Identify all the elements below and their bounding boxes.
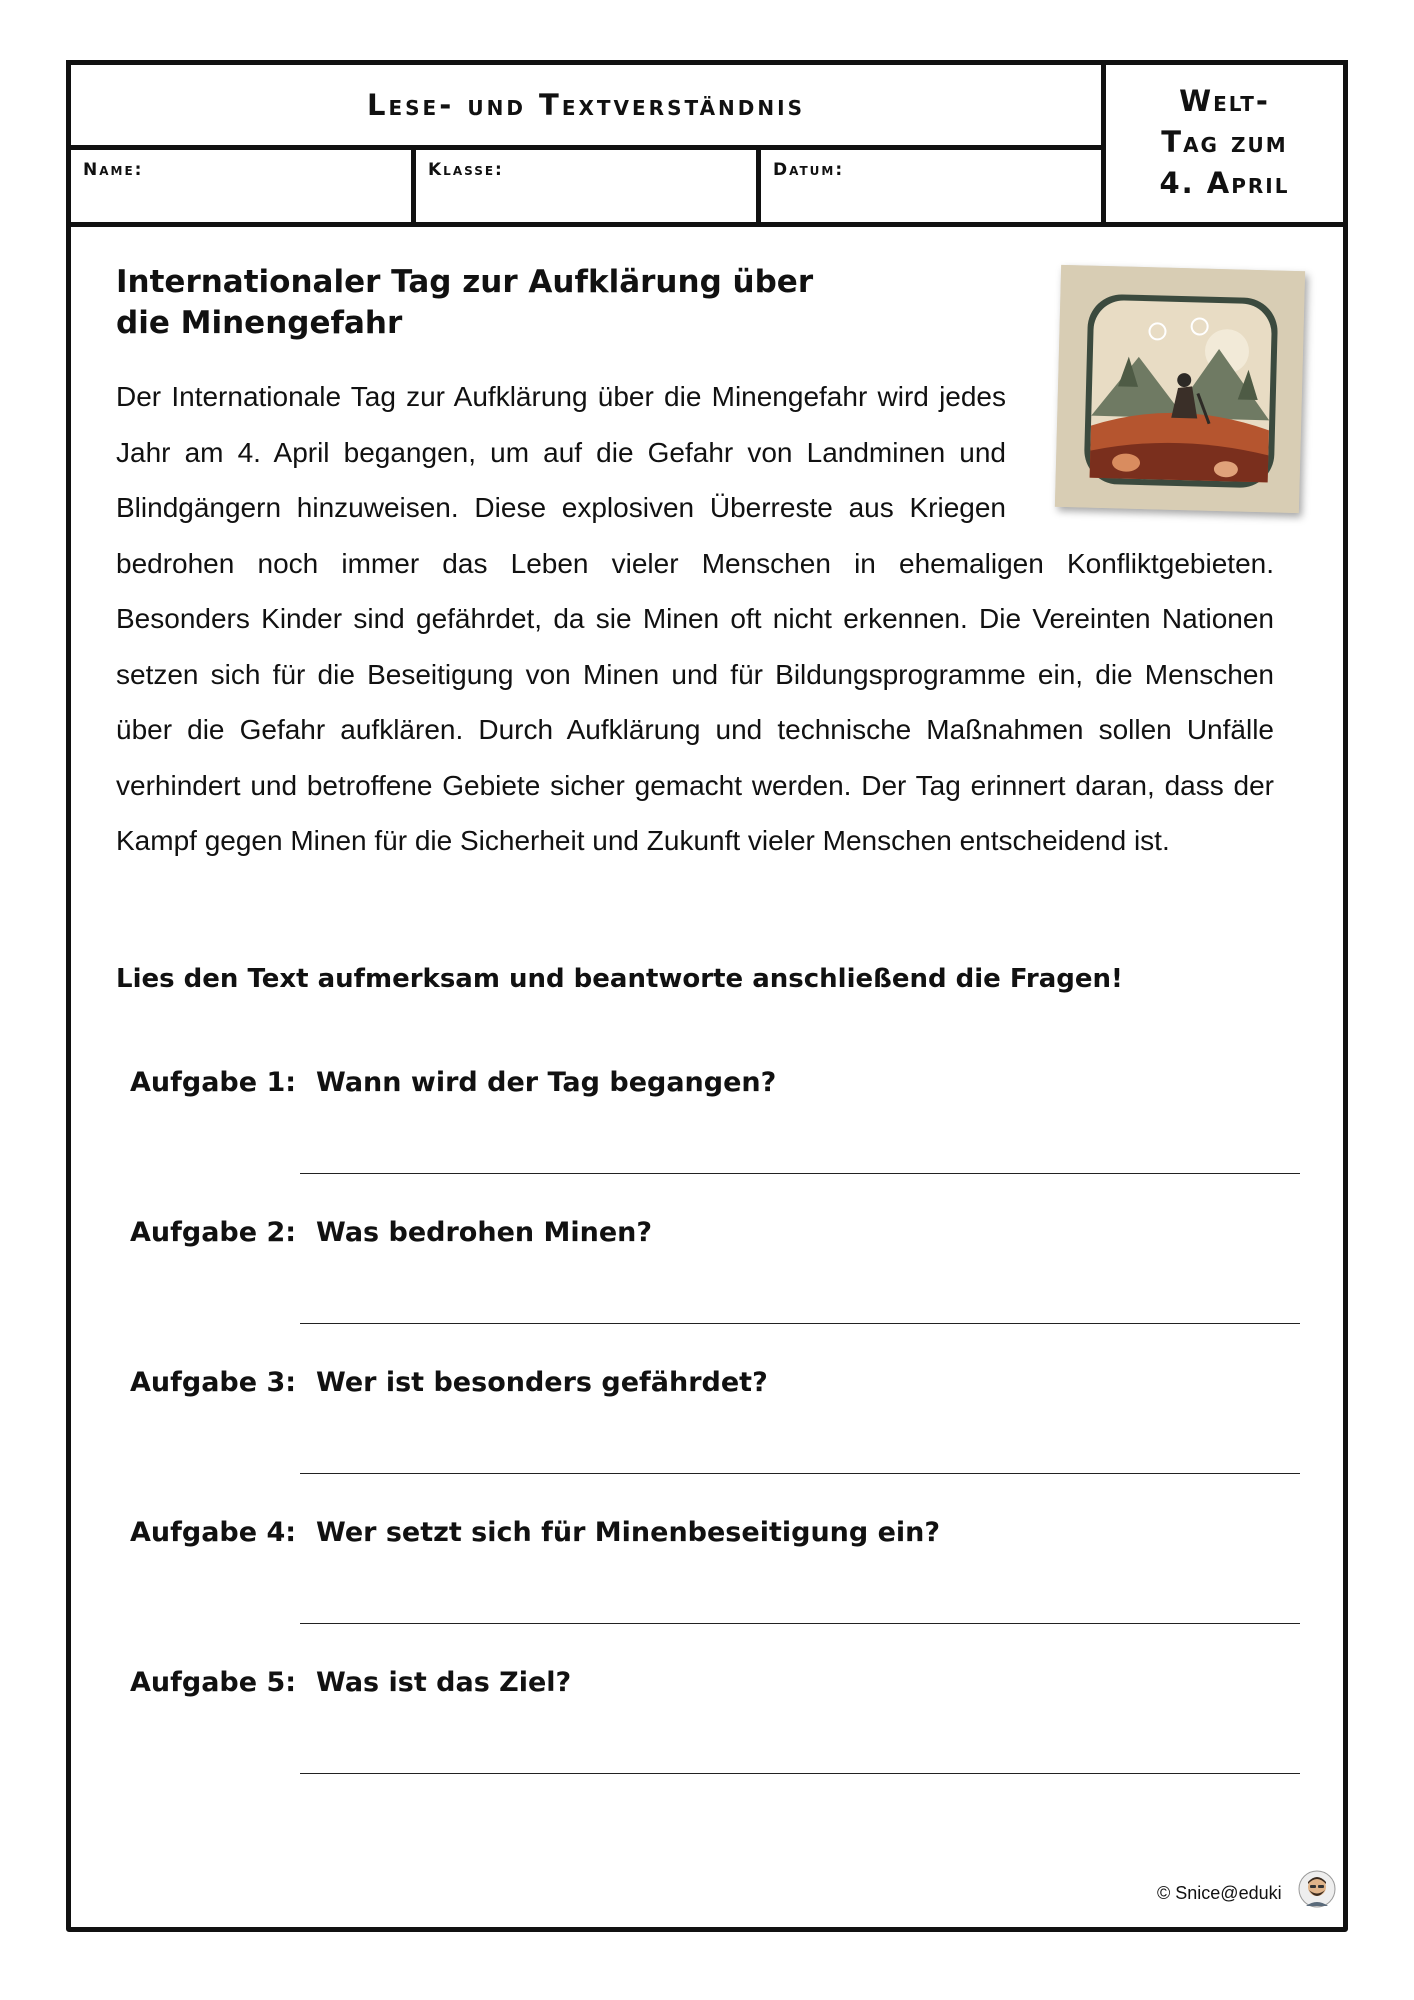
author-avatar-svg bbox=[1298, 1870, 1336, 1908]
worksheet-title: Lese- und Textverständnis bbox=[367, 88, 805, 122]
day-badge-line-3: 4. April bbox=[1159, 166, 1290, 200]
day-badge-text bbox=[1106, 81, 1343, 204]
copyright: © Snice@eduki bbox=[1157, 1883, 1282, 1903]
name-field[interactable] bbox=[71, 150, 416, 222]
article-body bbox=[116, 369, 1274, 869]
task-4-question: Wer setzt sich für Minenbeseitigung ein? bbox=[316, 1517, 941, 1548]
article-body-text: Der Internationale Tag zur Aufklärung über die Minengefahr wird jedes Jahr am 4. April begangen, um auf die Gefahr von Landminen und Blindgängern hinzuweisen. Diese explosiven Überreste aus Kriegen bedrohen noch immer das Leben vieler Menschen in ehemaligen Konfliktgebieten. Besonders Kinder sind gefährdet, da sie Minen oft nicht erkennen. Die Vereinten Nationen setzen sich für die Beseitigung von Minen und für Bildungsprogramme ein, die Menschen über die Gefahr aufklären. Durch Aufklärung und technische Maßnahmen sollen Unfälle verhindert und betroffene Gebiete sicher gemacht werden. Der Tag erinnert daran, dass der Kampf gegen Minen für die Sicherheit und Zukunft vieler Menschen entscheidend ist. bbox=[116, 381, 1274, 856]
day-badge-line-1: Welt- bbox=[1179, 84, 1270, 118]
task-3-label: Aufgabe 3: bbox=[130, 1367, 297, 1398]
task-1 bbox=[130, 1067, 776, 1098]
task-2-label: Aufgabe 2: bbox=[130, 1217, 297, 1248]
image-text-wrap-spacer bbox=[1006, 369, 1274, 519]
name-label: Name: bbox=[83, 160, 144, 180]
task-5-label: Aufgabe 5: bbox=[130, 1667, 297, 1698]
task-2-question: Was bedrohen Minen? bbox=[316, 1217, 653, 1248]
task-1-question: Wann wird der Tag begangen? bbox=[316, 1067, 777, 1098]
answer-line-3[interactable] bbox=[300, 1473, 1300, 1474]
task-1-label: Aufgabe 1: bbox=[130, 1067, 297, 1098]
answer-line-2[interactable] bbox=[300, 1323, 1300, 1324]
day-badge bbox=[1101, 60, 1348, 227]
date-label: Datum: bbox=[773, 160, 845, 180]
author-avatar-icon bbox=[1298, 1870, 1336, 1908]
header-fields-row bbox=[66, 145, 1106, 227]
task-5-question: Was ist das Ziel? bbox=[316, 1667, 572, 1698]
date-field[interactable] bbox=[761, 150, 1101, 222]
article-title: Internationaler Tag zur Aufklärung über die Minengefahr bbox=[116, 264, 814, 341]
answer-line-5[interactable] bbox=[300, 1773, 1300, 1774]
task-4-label: Aufgabe 4: bbox=[130, 1517, 297, 1548]
answer-line-4[interactable] bbox=[300, 1623, 1300, 1624]
class-label: Klasse: bbox=[428, 160, 504, 180]
task-3 bbox=[130, 1367, 768, 1398]
class-field[interactable] bbox=[416, 150, 761, 222]
task-4 bbox=[130, 1517, 940, 1548]
task-2 bbox=[130, 1217, 652, 1248]
answer-line-1[interactable] bbox=[300, 1173, 1300, 1174]
day-badge-line-2: Tag zum bbox=[1161, 125, 1288, 159]
instruction: Lies den Text aufmerksam und beantworte anschließend die Fragen! bbox=[116, 964, 1123, 994]
task-5 bbox=[130, 1667, 571, 1698]
task-3-question: Wer ist besonders gefährdet? bbox=[316, 1367, 768, 1398]
